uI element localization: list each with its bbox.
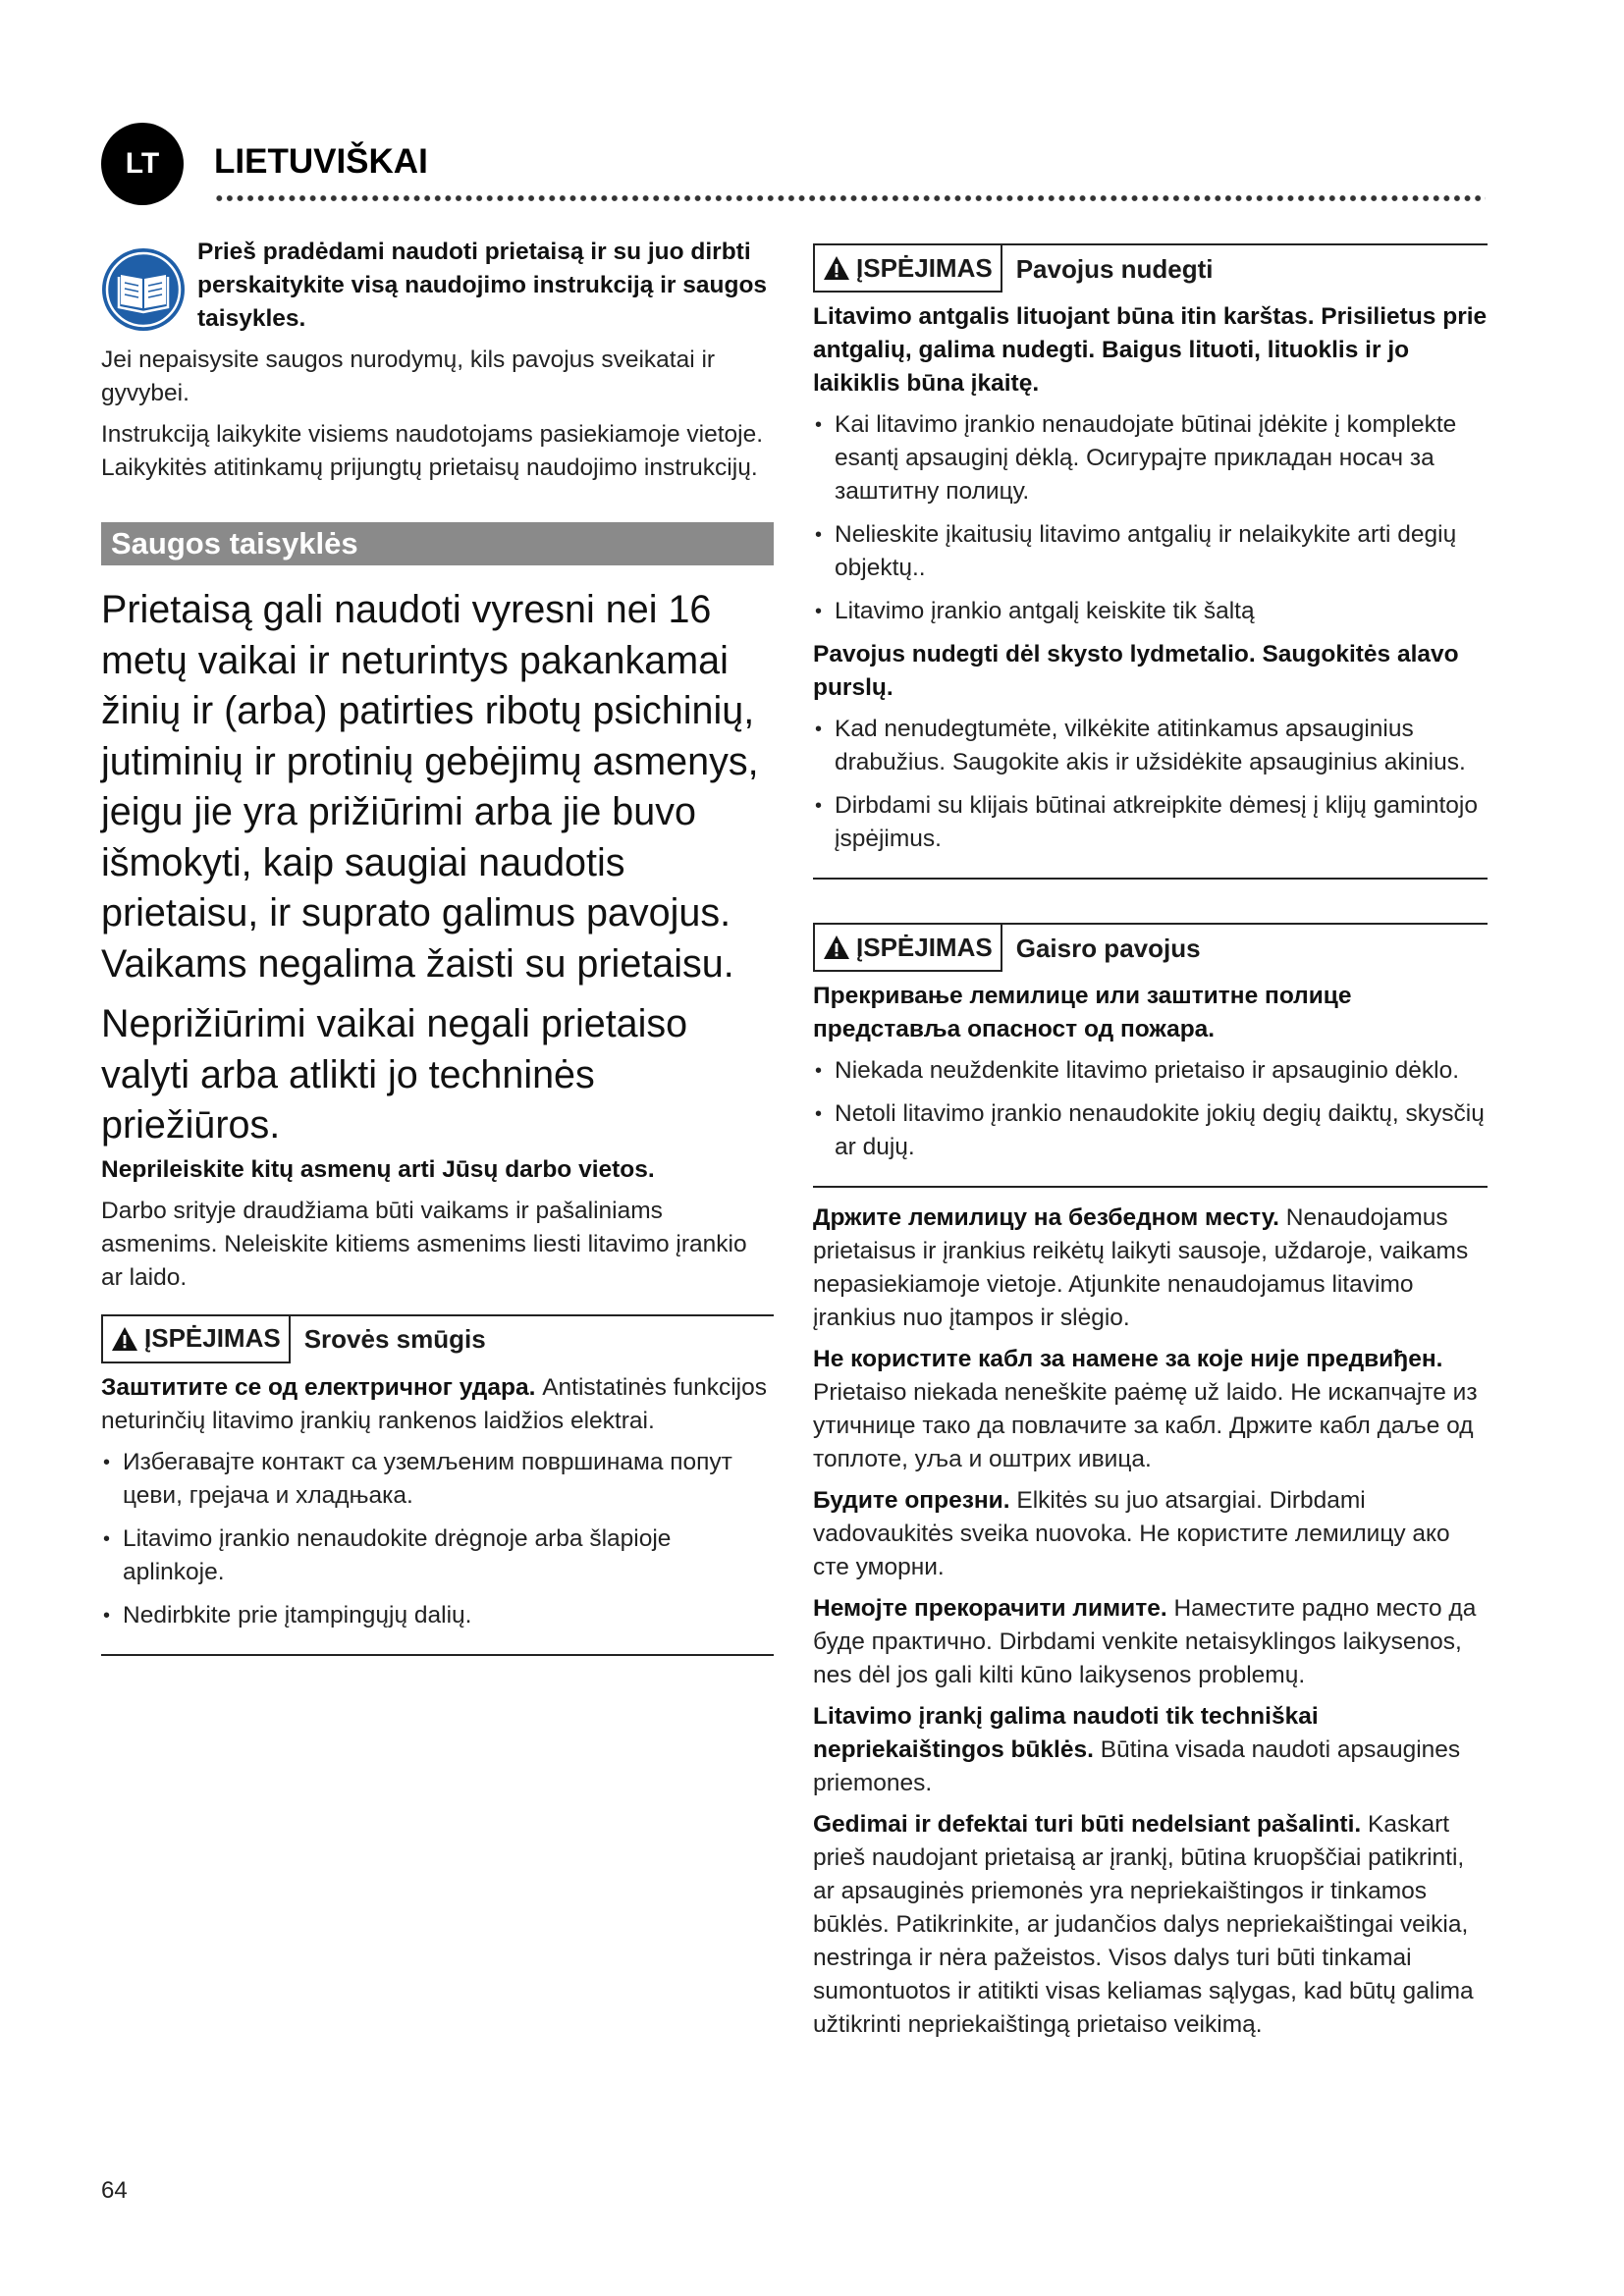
safety-paragraph-text: Nenaudojamus prietaisus ir įrankius reikėtų laikyti sausoje, uždaroje, vaikams nepasiekiamoje vietoje. Atjunkite nenaudojamus litavimo įrankius nuo įtampos ir slėgio. xyxy=(813,1204,1469,1331)
safety-paragraph-bold: Gedimai ir defektai turi būti nedelsiant pašalinti. xyxy=(813,1811,1362,1838)
warning-header xyxy=(101,1314,774,1363)
list-item: • Nedirbkite prie įtampingųjų dalių. xyxy=(101,1599,774,1632)
safety-paragraph-text: Būtina visada naudoti apsaugines priemones. xyxy=(813,1736,1461,1796)
list-item: • Kai litavimo įrankio nenaudojate būtinai įdėkite į komplekte esantį apsauginį dėklą. Осигурајте прикладан носач за заштитну полицу. xyxy=(813,408,1488,508)
safety-paragraph xyxy=(813,1700,1488,1800)
children-usage-paragraph: Prietaisą gali naudoti vyresni nei 16 metų vaikai ir neturintys pakankamai žinių ir (arba) patirties ribotų psichinių, jutiminių ir protinių gebėjimų asmenys, jeigu jie yra prižiūrimi arba jie buvo išmokyti, kaip saugiai naudotis prietaisu, ir suprato galimus pavojus. Vaikams negalima žaisti su prietaisu. xyxy=(101,588,759,986)
warning-header xyxy=(813,243,1488,293)
safety-paragraph xyxy=(813,1592,1488,1692)
book-icon xyxy=(101,247,186,332)
warning-lead-bold: Litavimo antgalis lituojant būna itin karštas. Prisilietus prie antgalių, galima nudegti. Baigus lituoti, lituoklis ir jo laikiklis būna įkaitę. xyxy=(813,303,1488,397)
warning-lead-bold: Прекривање лемилице или заштитне полице представља опасност од пожара. xyxy=(813,983,1352,1042)
warning-electric-shock xyxy=(101,1314,774,1656)
warning-label: ĮSPĖJIMAS xyxy=(856,932,993,962)
warning-triangle-icon xyxy=(823,255,850,281)
warning-list xyxy=(813,1054,1488,1164)
list-item: • Kad nenudegtumėte, vilkėkite atitinkamus apsauginius drabužius. Saugokite akis ir užsidėkite apsauginius akinius. xyxy=(813,713,1488,779)
language-badge: LT xyxy=(101,123,184,205)
warning-lead-bold: Заштитите се од електричног удара. xyxy=(101,1373,536,1401)
safety-paragraph-bold: Држите лемилицу на безбедном месту. xyxy=(813,1204,1279,1231)
page-number: 64 xyxy=(101,2177,128,2204)
safety-paragraph-bold: Будите опрезни. xyxy=(813,1487,1010,1514)
warning-title: Pavojus nudegti xyxy=(1015,253,1214,284)
warning-burn xyxy=(813,243,1488,880)
section-heading: Saugos taisyklės xyxy=(101,522,774,565)
warning-triangle-icon xyxy=(111,1326,138,1352)
safety-paragraph-text: Elkitės su juo atsargiai. Dirbdami vadovaukitės sveika nuovoka. Не користите лемилицу ако сте уморни. xyxy=(813,1487,1450,1580)
safety-paragraph-text: Kaskart prieš naudojant prietaisą ar įrankį, būtina kruopščiai patikrinti, ar apsauginės priemonės yra nepriekaištingos ir tinkamos būklės. Patikrinkite, ar judančios dalys nepriekaištingai veikia, nestringa ir nėra pažeistos. Visos dalys turi būti tinkamai sumontuotos ir atitikti visas keliamas sąlygas, kad būtų galima užtikrinti nepriekaištingą prietaiso veikimą. xyxy=(813,1811,1474,2038)
safety-paragraph-text: Prietaiso niekada neneškite paėmę už laido. Не искапчајте из утичнице тако да повлачите за кабл. Држите кабл даље од топлоте, уља и оштрих ивица. xyxy=(813,1379,1478,1472)
warning-triangle-icon xyxy=(823,934,850,960)
intro-warning: Prieš pradėdami naudoti prietaisą ir su juo dirbti perskaitykite visą naudojimo instrukciją ir saugos taisykles. xyxy=(197,239,768,332)
work-area-paragraph: Darbo srityje draudžiama būti vaikams ir pašaliniams asmenims. Neleiskite kitiems asmenims liesti litavimo įrankio ar laido. xyxy=(101,1197,747,1291)
safety-paragraph xyxy=(813,1484,1488,1584)
safety-paragraph xyxy=(813,1343,1488,1476)
warning-label: ĮSPĖJIMAS xyxy=(856,252,993,283)
safety-paragraphs xyxy=(813,1201,1488,2042)
solder-splash-heading: Pavojus nudegti dėl skysto lydmetalio. Saugokitės alavo purslų. xyxy=(813,641,1459,701)
warning-label-box xyxy=(813,245,1002,293)
language-title: LIETUVIŠKAI xyxy=(214,142,428,181)
children-cleaning-paragraph: Neprižiūrimi vaikai negali prietaiso valyti arba atlikti jo techninės priežiūros. xyxy=(101,1002,688,1147)
safety-paragraph-text: Наместите радно место да буде практично. Dirbdami venkite netaisyklingos laikysenos, nes dėl jos gali kilti kūno laikysenos problemų. xyxy=(813,1595,1477,1688)
intro-paragraph-1: Jei nepaisysite saugos nurodymų, kils pavojus sveikatai ir gyvybei. xyxy=(101,347,716,406)
warning-label-box xyxy=(101,1316,291,1363)
warning-lead xyxy=(101,1371,774,1438)
warning-list xyxy=(101,1446,774,1632)
intro-block xyxy=(101,236,774,336)
warning-title: Gaisro pavojus xyxy=(1015,933,1201,963)
left-column xyxy=(101,236,774,1656)
warning-list-2 xyxy=(813,713,1488,856)
intro-paragraph-2: Instrukciją laikykite visiems naudotojams pasiekiamoje vietoje. Laikykitės atitinkamų prijungtų prietaisų naudojimo instrukcijų. xyxy=(101,421,764,481)
list-item: • Избегавајте контакт са уземљеним површинама попут цеви, грејача и хладњака. xyxy=(101,1446,774,1513)
safety-paragraph-bold: Litavimo įrankį galima naudoti tik techniškai nepriekaištingos būklės. xyxy=(813,1703,1319,1763)
list-item: • Litavimo įrankio antgalį keiskite tik šaltą xyxy=(813,595,1488,628)
keep-away-heading: Neprileiskite kitų asmenų arti Jūsų darbo vietos. xyxy=(101,1155,655,1183)
list-item: • Niekada neuždenkite litavimo prietaiso ir apsauginio dėklo. xyxy=(813,1054,1488,1088)
list-item: • Netoli litavimo įrankio nenaudokite jokių degių daiktų, skysčių ar dujų. xyxy=(813,1097,1488,1164)
warning-label: ĮSPĖJIMAS xyxy=(144,1323,281,1353)
safety-paragraph-bold: Не користите кабл за намене за које није предвиђен. xyxy=(813,1346,1443,1372)
list-item: • Litavimo įrankio nenaudokite drėgnoje arba šlapioje aplinkoje. xyxy=(101,1522,774,1589)
safety-paragraph-bold: Немојте прекорачити лимите. xyxy=(813,1595,1167,1622)
dotted-divider xyxy=(214,191,1486,205)
warning-fire xyxy=(813,923,1488,1188)
warning-list xyxy=(813,408,1488,628)
warning-label-box xyxy=(813,925,1002,972)
list-item: • Dirbdami su klijais būtinai atkreipkite dėmesį į klijų gamintojo įspėjimus. xyxy=(813,789,1488,856)
list-item: • Nelieskite įkaitusių litavimo antgalių ir nelaikykite arti degių objektų.. xyxy=(813,518,1488,585)
safety-paragraph xyxy=(813,1201,1488,1335)
warning-title: Srovės smūgis xyxy=(303,1324,486,1354)
right-column xyxy=(813,243,1488,2042)
safety-paragraph xyxy=(813,1808,1488,2042)
warning-lead-text: Antistatinės funkcijos neturinčių litavimo įrankių rankenos laidžios elektrai. xyxy=(101,1373,767,1434)
warning-header xyxy=(813,923,1488,972)
